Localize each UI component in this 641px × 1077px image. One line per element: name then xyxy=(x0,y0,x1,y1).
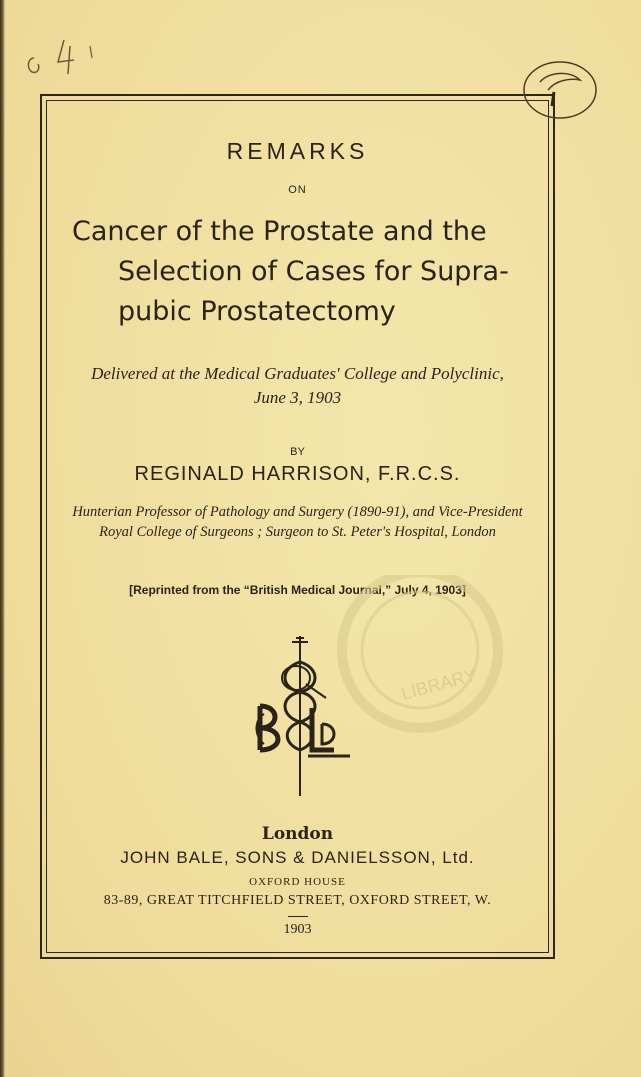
heading-remarks: REMARKS xyxy=(226,138,369,164)
affiliation-line-1: Hunterian Professor of Pathology and Surgery (1890-91), and Vice-President xyxy=(72,504,523,520)
publication-year: 1903 xyxy=(283,922,312,937)
publisher-emblem xyxy=(250,632,360,802)
handwritten-mark xyxy=(12,28,112,78)
stamp-text: LIBRARY xyxy=(399,664,479,704)
by-label: BY xyxy=(290,446,305,458)
library-sticker-corner xyxy=(500,52,610,132)
delivered-note: Delivered at the Medical Graduates' College and Polyclinic, xyxy=(91,364,504,383)
heading-on: ON xyxy=(288,184,307,196)
title-line-2: Selection of Cases for Supra- xyxy=(118,256,509,287)
lecture-date: June 3, 1903 xyxy=(253,388,342,407)
publisher-house: OXFORD HOUSE xyxy=(249,876,346,888)
title-line-1: Cancer of the Prostate and the xyxy=(72,216,487,247)
reprint-note: [Reprinted from the “British Medical Journal,” July 4, 1903] xyxy=(129,583,466,597)
binding-edge xyxy=(0,0,5,1077)
affiliation-line-2: Royal College of Surgeons ; Surgeon to St. Peter's Hospital, London xyxy=(99,524,496,540)
author-name: REGINALD HARRISON, F.R.C.S. xyxy=(134,463,461,485)
city-london: London xyxy=(261,824,334,844)
publisher-name: JOHN BALE, SONS & DANIELSSON, Ltd. xyxy=(120,848,475,867)
separator-dash xyxy=(288,916,308,917)
publisher-address: 83-89, GREAT TITCHFIELD STREET, OXFORD STREET, W. xyxy=(103,893,492,908)
title-line-3: pubic Prostatectomy xyxy=(118,296,396,327)
